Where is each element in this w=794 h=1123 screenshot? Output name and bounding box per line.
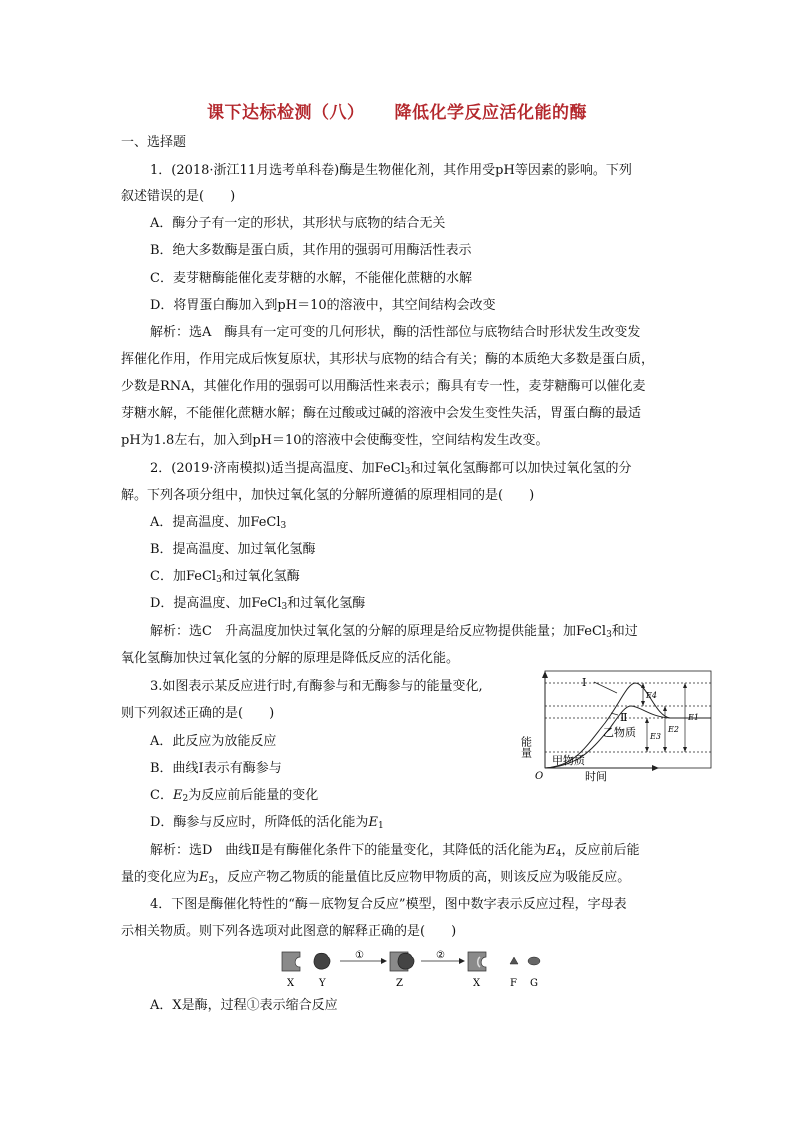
enzyme-substrate-diagram xyxy=(278,948,548,990)
bracket-e2-arrow-top xyxy=(663,706,667,711)
curve-1-label: Ⅰ xyxy=(582,676,587,689)
q2-option-d: D．提高温度、加FeCl$_3$和过氧化氢酶 xyxy=(150,596,366,612)
substrate-y-shape xyxy=(314,953,330,969)
q3-option-b: B．曲线Ⅰ表示有酶参与 xyxy=(150,761,282,776)
q3-option-c: C．$E_2$为反应前后能量的变化 xyxy=(150,788,319,804)
q3-analysis-line2: 量的变化应为$E_3$，反应产物乙物质的能量值比反应物甲物质的高，则该反应为吸能反应。 xyxy=(121,870,631,886)
q2-analysis-line1: 解析：选C 升高温度加快过氧化氢的分解的原理是给反应物提供能量；加FeCl$_3$和过 xyxy=(150,624,638,640)
y-axis-label: 能量 xyxy=(519,736,533,758)
curve-2-leader xyxy=(611,713,618,715)
label-g: G xyxy=(530,978,538,989)
title-right: 降低化学反应活化能的酶 xyxy=(394,103,587,123)
label-z: Z xyxy=(396,978,403,989)
arrow-step-2-head xyxy=(459,958,465,964)
product-g-shape xyxy=(528,957,540,965)
section-heading: 一、选择题 xyxy=(121,135,187,150)
q1-option-a: A．酶分子有一定的形状，其形状与底物的结合无关 xyxy=(150,216,446,231)
bracket-e1-arrow-bottom xyxy=(683,747,687,752)
reactant-label: 甲物质 xyxy=(552,754,585,767)
q1-option-b: B．绝大多数酶是蛋白质，其作用的强弱可用酶活性表示 xyxy=(150,243,472,258)
complex-z-substrate xyxy=(398,953,414,969)
bracket-e2-arrow-bottom xyxy=(663,747,667,752)
label-x2: X xyxy=(473,978,481,989)
e3-label: E3 xyxy=(650,732,661,741)
curve-2-label: Ⅱ xyxy=(620,711,628,724)
q4-option-a: A．X是酶，过程①表示缩合反应 xyxy=(150,998,338,1013)
q1-option-c: C．麦芽糖酶能催化麦芽糖的水解，不能催化蔗糖的水解 xyxy=(150,271,472,286)
page-title xyxy=(0,98,794,123)
q1-stem-line2: 叙述错误的是( ) xyxy=(121,189,236,204)
q3-stem-line1: 3.如图表示某反应进行时,有酶参与和无酶参与的能量变化, xyxy=(150,679,483,694)
y-axis-arrow xyxy=(542,671,548,678)
label-x1: X xyxy=(287,978,295,989)
q3-option-d: D．酶参与反应时，所降低的活化能为$E_1$ xyxy=(150,815,384,831)
q1-analysis-line1: 解析：选A 酶具有一定可变的几何形状，酶的活性部位与底物结合时形状发生改变发 xyxy=(150,325,641,340)
energy-diagram xyxy=(519,668,725,784)
q3-option-a: A．此反应为放能反应 xyxy=(150,734,277,749)
q3-analysis-line1: 解析：选D 曲线Ⅱ是有酶催化条件下的能量变化，其降低的活化能为$E_4$，反应前后能 xyxy=(150,843,640,859)
bracket-e4-arrow-bottom xyxy=(641,701,645,706)
q2-option-b: B．提高温度、加过氧化氢酶 xyxy=(150,542,316,557)
q3-stem-line2: 则下列叙述正确的是( ) xyxy=(121,706,275,721)
title-left: 课下达标检测（八） xyxy=(207,103,365,123)
q2-option-c: C．加FeCl$_3$和过氧化氢酶 xyxy=(150,569,300,585)
q4-stem-line2: 示相关物质。则下列各选项对此图意的解释正确的是( ) xyxy=(121,924,457,939)
bracket-e3-arrow-bottom xyxy=(645,747,649,752)
enzyme-x-released xyxy=(468,952,486,971)
arrow-step-1-head xyxy=(381,958,387,964)
q1-analysis-line2: 挥催化作用，作用完成后恢复原状，其形状与底物的结合有关；酶的本质绝大多数是蛋白质， xyxy=(121,352,655,367)
origin-label: O xyxy=(535,771,544,782)
enzyme-x-shape xyxy=(282,952,300,971)
q2-option-a: A．提高温度、加FeCl$_3$ xyxy=(150,515,287,531)
step-1-label: ① xyxy=(355,950,364,961)
step-2-label: ② xyxy=(436,950,445,961)
q2-stem-line2: 解。下列各项分组中，加快过氧化氢的分解所遵循的原理相同的是( ) xyxy=(121,488,535,503)
e4-label: E4 xyxy=(646,691,657,700)
q1-option-d: D．将胃蛋白酶加入到pH＝10的溶液中，其空间结构会改变 xyxy=(150,298,496,313)
q4-stem-line1: 4．下图是酶催化特性的“酶－底物复合反应”模型，图中数字表示反应过程，字母表 xyxy=(150,897,627,912)
x-axis-label: 时间 xyxy=(585,770,607,783)
e1-label: E1 xyxy=(688,713,699,722)
product-label: 乙物质 xyxy=(603,726,636,739)
q1-stem-line1: 1．(2018·浙江11月选考单科卷)酶是生物催化剂，其作用受pH等因素的影响。下列 xyxy=(150,163,632,178)
q1-analysis-line3: 少数是RNA，其催化作用的强弱可以用酶活性来表示；酶具有专一性，麦芽糖酶可以催化麦 xyxy=(121,379,646,394)
label-f: F xyxy=(510,978,517,989)
bracket-e4-arrow-top xyxy=(641,683,645,688)
x-axis-arrow xyxy=(652,765,659,771)
label-y: Y xyxy=(319,978,326,989)
q1-analysis-line4: 芽糖水解，不能催化蔗糖水解；酶在过酸或过碱的溶液中会发生变性失活，胃蛋白酶的最适 xyxy=(121,406,642,421)
product-f-shape xyxy=(510,957,518,964)
e2-label: E2 xyxy=(668,725,679,734)
bracket-e1-arrow-top xyxy=(683,683,687,688)
q2-analysis-line2: 氧化氢酶加快过氧化氢的分解的原理是降低反应的活化能。 xyxy=(121,651,460,666)
q1-analysis-line5: pH为1.8左右，加入到pH＝10的溶液中会使酶变性，空间结构发生改变。 xyxy=(121,433,549,448)
q2-stem-line1: 2．(2019·济南模拟)适当提高温度、加FeCl$_3$和过氧化氢酶都可以加快过氧化氢的分 xyxy=(150,461,632,477)
curve-1-leader xyxy=(594,682,617,693)
bracket-e3-arrow-top xyxy=(645,718,649,723)
